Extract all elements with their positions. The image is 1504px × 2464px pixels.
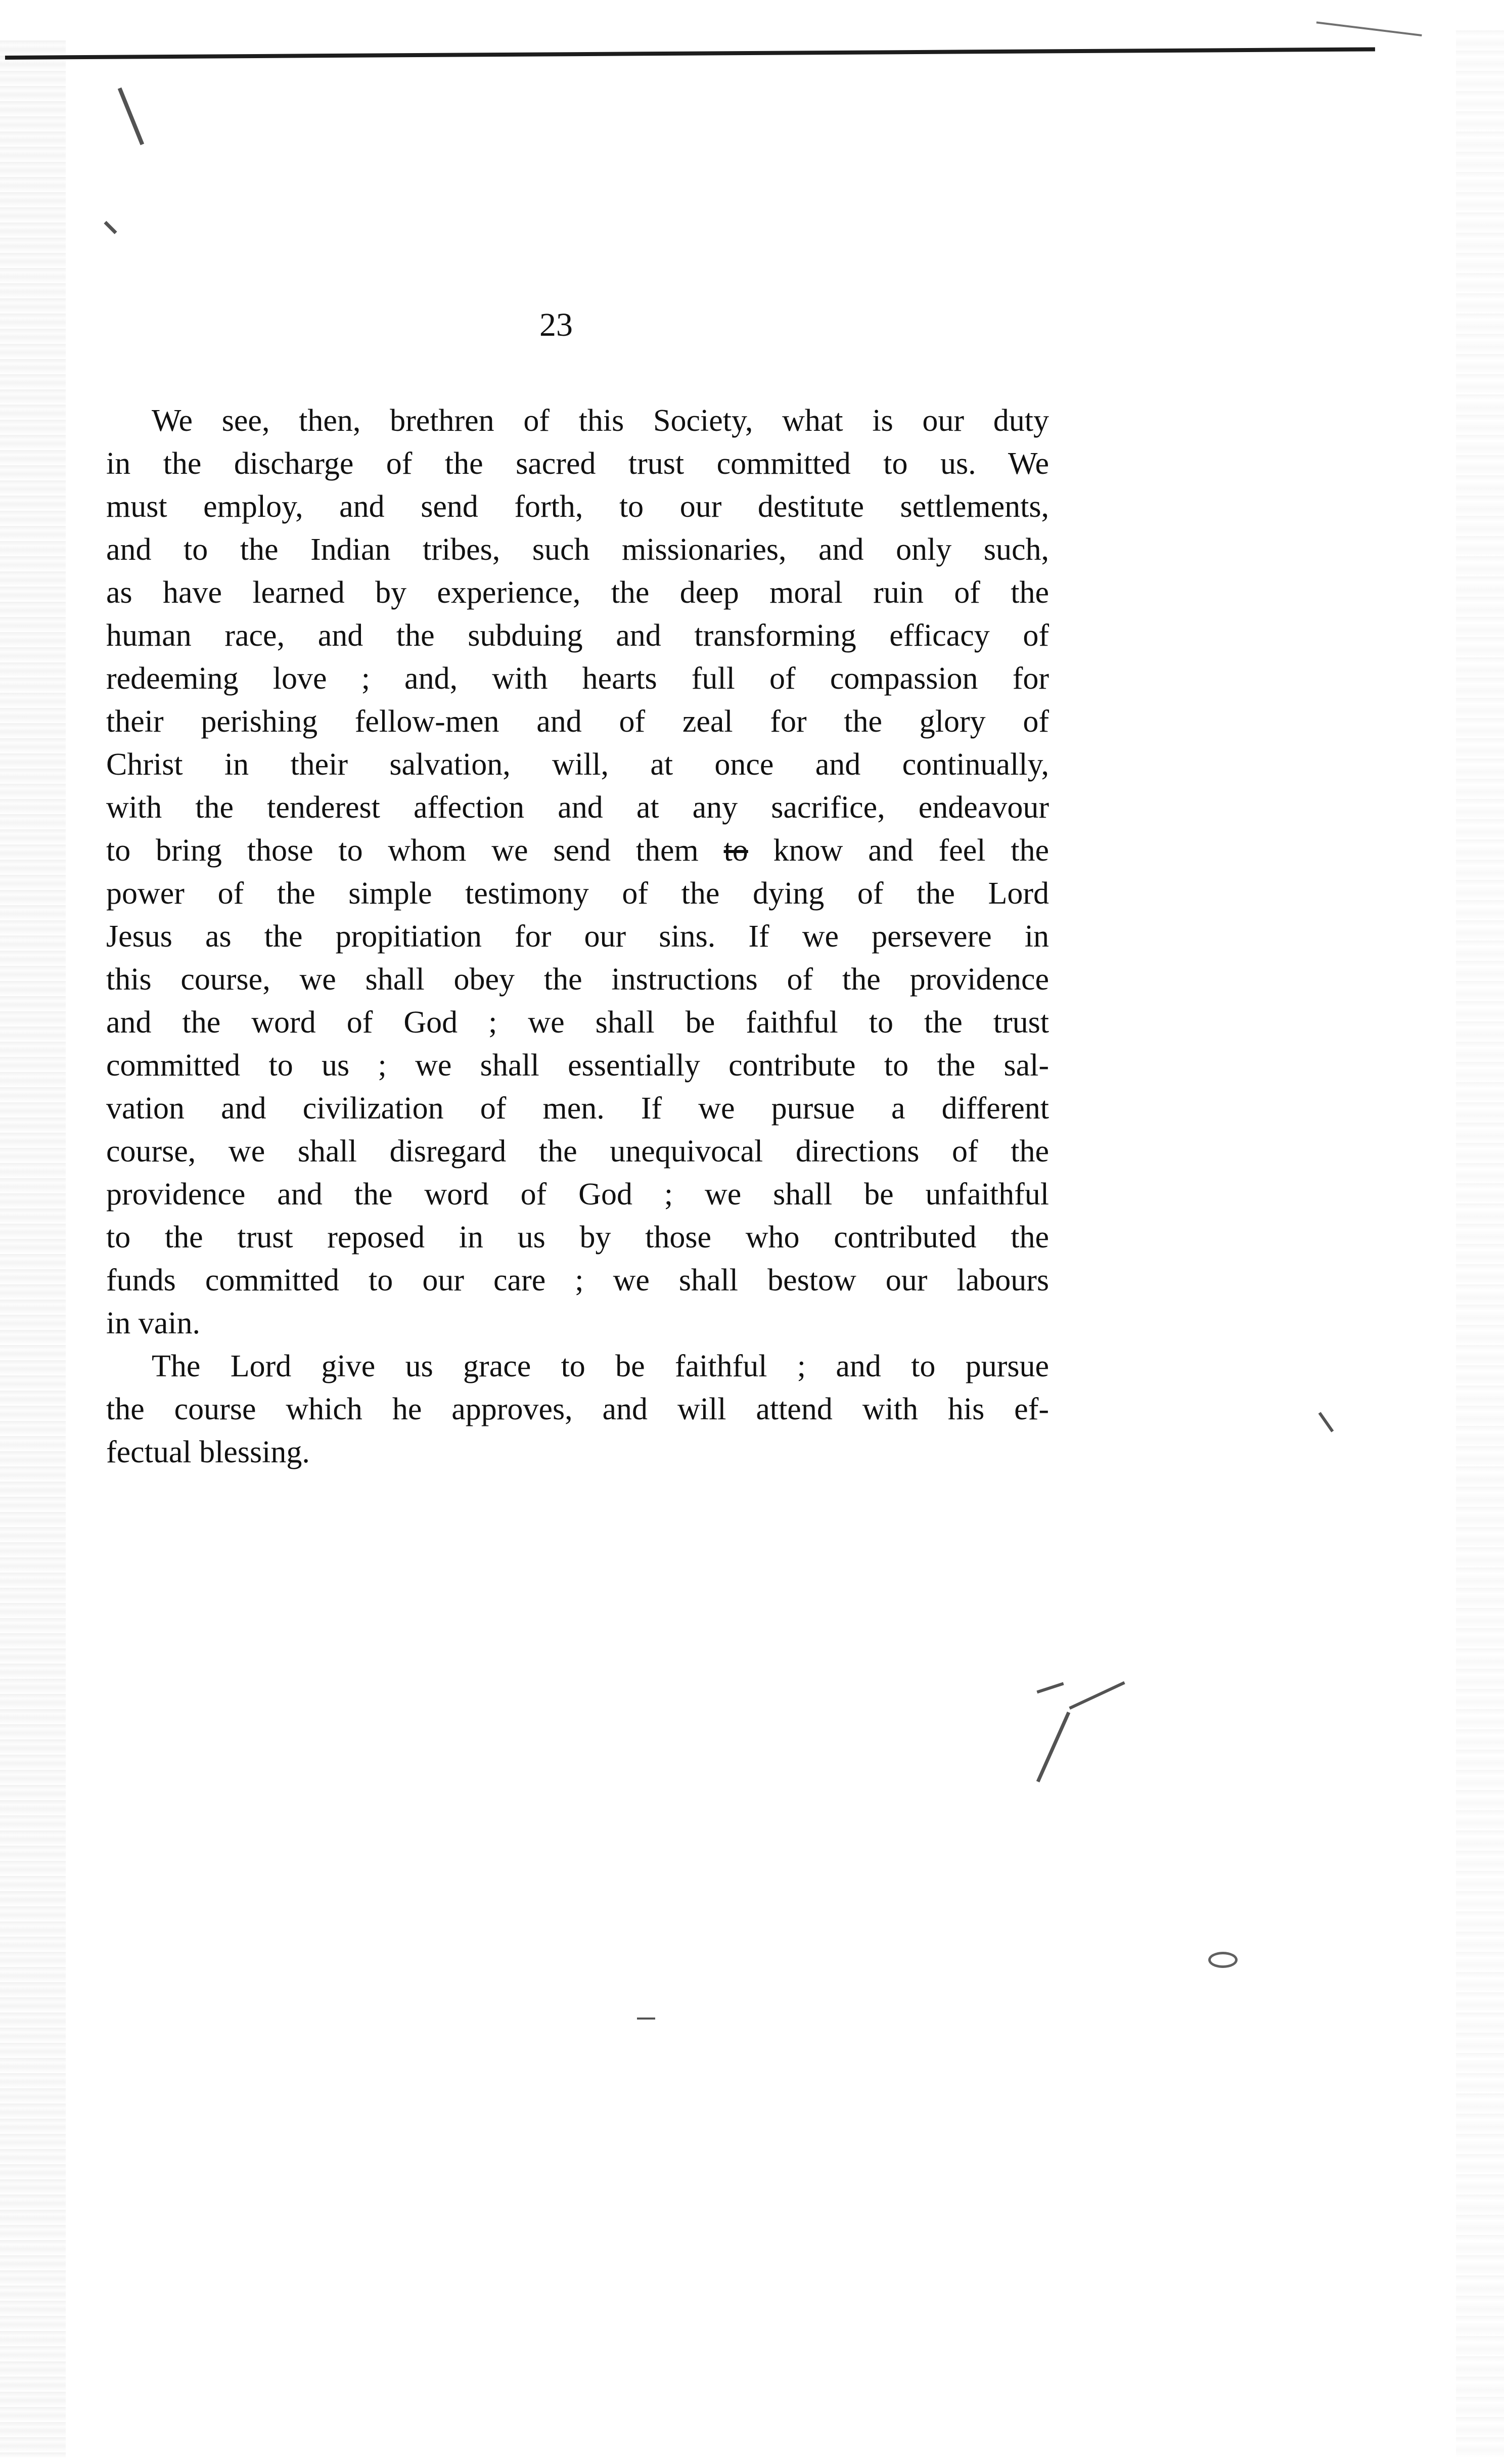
text-line: vation and civilization of men. If we pursue a different <box>106 1091 1049 1126</box>
page-number: 23 <box>539 306 573 343</box>
scan-right-edge <box>1456 30 1504 2457</box>
text-line: and to the Indian tribes, such missionaries, and only such, <box>106 532 1049 567</box>
text-line: fectual blessing. <box>106 1435 310 1469</box>
text-line: to the trust reposed in us by those who contributed the <box>106 1220 1049 1255</box>
text-line: providence and the word of God ; we shall be unfaithful <box>106 1177 1049 1212</box>
text-line: Christ in their salvation, will, at once and continually, <box>106 747 1049 782</box>
text-line: Jesus as the propitiation for our sins. If we persevere in <box>106 919 1049 954</box>
pencil-mark <box>1036 1682 1064 1694</box>
paragraph-2 <box>106 1345 1049 1474</box>
text-line-with-strike <box>106 829 1049 872</box>
pencil-mark <box>104 221 117 234</box>
text-line: must employ, and send forth, to our destitute settlements, <box>106 489 1049 524</box>
pencil-mark <box>1069 1681 1125 1710</box>
text-line: course, we shall disregard the unequivocal directions of the <box>106 1134 1049 1169</box>
text-line: the course which he approves, and will attend with his ef- <box>106 1392 1049 1426</box>
pencil-mark <box>1208 1952 1238 1968</box>
pencil-mark <box>1318 1412 1334 1432</box>
text-line: funds committed to our care ; we shall bestow our labours <box>106 1263 1049 1297</box>
text-line: as have learned by experience, the deep moral ruin of the <box>106 575 1049 610</box>
text-line: power of the simple testimony of the dying of the Lord <box>106 876 1049 911</box>
pencil-mark <box>118 87 144 145</box>
text-line: redeeming love ; and, with hearts full of compassion for <box>106 661 1049 696</box>
line-end: know and feel the <box>773 833 1049 868</box>
line-start: to bring those to whom we send them <box>106 833 699 868</box>
text-line: their perishing fellow-men and of zeal for the glory of <box>106 704 1049 739</box>
scan-left-edge <box>0 40 66 2457</box>
text-line: in the discharge of the sacred trust committed to us. We <box>106 446 1049 481</box>
pencil-mark <box>1036 1712 1070 1782</box>
struck-word: to <box>723 833 748 868</box>
text-line: with the tenderest affection and at any sacrifice, endeavour <box>106 790 1049 825</box>
text-line: in vain. <box>106 1306 200 1340</box>
text-line: this course, we shall obey the instructions of the providence <box>106 962 1049 997</box>
text-line: human race, and the subduing and transforming efficacy of <box>106 618 1049 653</box>
top-right-scan-mark <box>1313 21 1422 62</box>
top-binding-rule <box>5 47 1375 60</box>
text-line: The Lord give us grace to be faithful ; and to pursue <box>152 1349 1049 1383</box>
paragraph-1 <box>106 399 1049 1345</box>
text-line: We see, then, brethren of this Society, what is our duty <box>152 404 1049 438</box>
text-line: and the word of God ; we shall be faithful to the trust <box>106 1005 1049 1040</box>
text-line: committed to us ; we shall essentially contribute to the sal- <box>106 1048 1049 1083</box>
pencil-mark <box>637 2018 655 2020</box>
body-text <box>106 399 1049 1474</box>
